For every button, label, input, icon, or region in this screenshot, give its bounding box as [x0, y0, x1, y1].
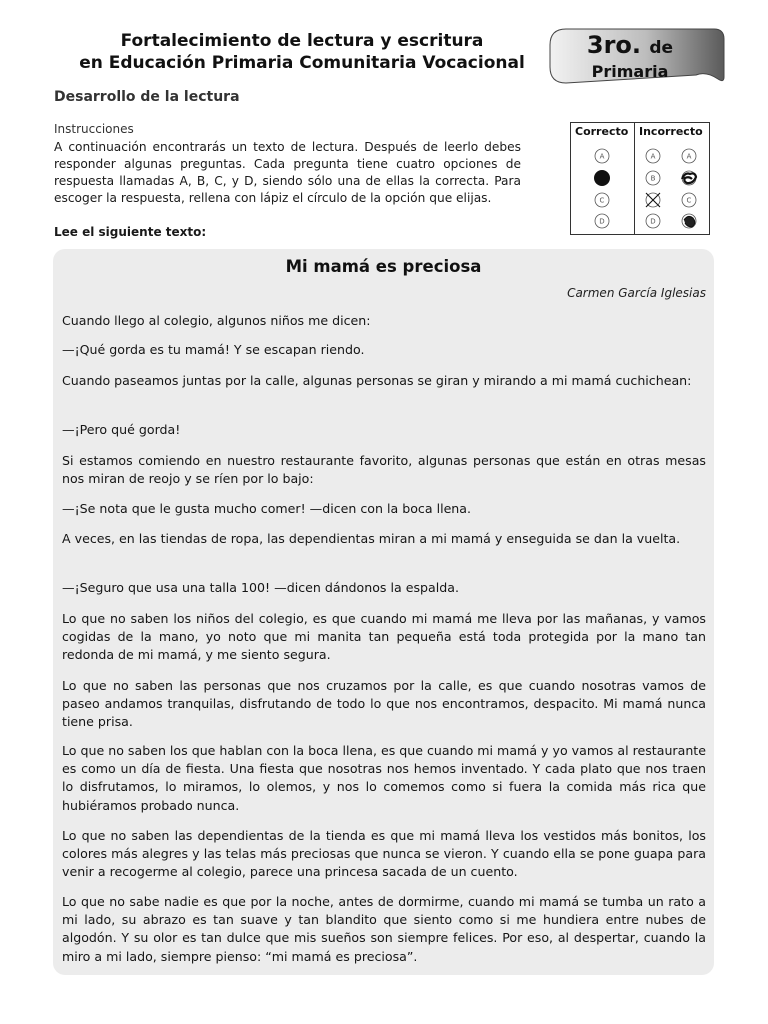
document-title — [52, 30, 552, 74]
answer-bubbles — [571, 123, 711, 236]
correct-bubble-b-filled — [594, 170, 610, 186]
paragraph-5: Si estamos comiendo en nuestro restaurante favorito, algunas personas que están en otras mesas nos miran de reojo y se ríen por lo bajo: — [62, 453, 706, 487]
paragraph-12: Lo que no saben las dependientas de la tienda es que mi mamá lleva los vestidos más bonitos, los colores más alegres y las telas más preciosas que nunca se vieron. Y cuando ella se pone guapa para venir a recogerme al colegio, parece una princesa sacada de un cuento. — [62, 828, 706, 880]
level-label: Primaria — [591, 62, 669, 81]
incorrect1-bubble-d — [646, 214, 660, 228]
instructions-label: Instrucciones — [54, 122, 134, 136]
grade-badge-text — [560, 30, 700, 81]
document-title-line-1: Fortalecimiento de lectura y escritura — [120, 31, 484, 51]
svg-text:A: A — [599, 152, 605, 161]
correct-bubble-a — [595, 149, 609, 163]
correct-header: Correcto — [575, 125, 629, 138]
reading-title: Mi mamá es preciosa — [285, 257, 482, 276]
incorrect2-bubble-a — [682, 149, 696, 163]
read-prompt: Lee el siguiente texto: — [54, 225, 207, 239]
paragraph-6: —¡Se nota que le gusta mucho comer! —dicen con la boca llena. — [62, 501, 472, 516]
instructions-text: A continuación encontrarás un texto de lectura. Después de leerlo debes responder algunas preguntas. Cada pregunta tiene cuatro opciones de respuesta llamadas A, B, C, y D, siendo sólo una de ellas la correcta. Para escoger la respuesta, rellena con lápiz el círculo de la opción que elijas. — [54, 140, 521, 205]
svg-text:A: A — [650, 152, 656, 161]
svg-text:C: C — [599, 196, 605, 205]
answer-example-box — [570, 122, 710, 235]
svg-text:D: D — [650, 217, 656, 226]
section-title: Desarrollo de la lectura — [54, 89, 240, 105]
grade-label: 3ro. de — [586, 31, 674, 59]
document-title-line-2: en Educación Primaria Comunitaria Vocacional — [79, 53, 525, 73]
svg-text:C: C — [686, 196, 692, 205]
paragraph-4: —¡Pero qué gorda! — [62, 422, 181, 437]
incorrect2-bubble-b-scribbled — [682, 171, 696, 185]
paragraph-10: Lo que no saben las personas que nos cruzamos por la calle, es que cuando nosotras vamos de paseo andamos tranquilas, disfrutando de todo lo que nos encontramos, despacito. Mi mamá nunca tiene prisa. — [62, 678, 706, 730]
incorrect2-bubble-c — [682, 193, 696, 207]
incorrect1-bubble-a — [646, 149, 660, 163]
paragraph-9: Lo que no saben los niños del colegio, es que cuando mi mamá me lleva por las mañanas, y vamos cogidas de la mano, yo noto que mi manita tan pequeña está toda protegida por la mano tan redonda de mi mamá, y me siento segura. — [62, 611, 706, 663]
svg-text:B: B — [650, 174, 656, 183]
incorrect2-bubble-d-partial — [682, 214, 696, 228]
svg-text:D: D — [599, 217, 605, 226]
reading-author: Carmen García Iglesias — [567, 286, 706, 300]
paragraph-2: —¡Qué gorda es tu mamá! Y se escapan riendo. — [62, 342, 365, 357]
paragraph-8: —¡Seguro que usa una talla 100! —dicen dándonos la espalda. — [62, 580, 459, 595]
paragraph-11: Lo que no saben los que hablan con la boca llena, es que cuando mi mamá y yo vamos al restaurante es como un día de fiesta. Una fiesta que nosotras nos hemos inventado. Y cada plato que nos traen lo disfrutamos, lo miramos, lo olemos, y nos lo comemos como si fuera la comida más rica que hubiéramos probado nunca. — [62, 743, 706, 813]
paragraph-1: Cuando llego al colegio, algunos niños me dicen: — [62, 313, 371, 328]
correct-bubble-c — [595, 193, 609, 207]
svg-text:A: A — [686, 152, 692, 161]
incorrect1-bubble-b — [646, 171, 660, 185]
correct-bubble-d — [595, 214, 609, 228]
paragraph-3: Cuando paseamos juntas por la calle, algunas personas se giran y mirando a mi mamá cuchichean: — [62, 373, 692, 388]
paragraph-7: A veces, en las tiendas de ropa, las dependientas miran a mi mamá y enseguida se dan la vuelta. — [62, 531, 681, 546]
incorrect-header: Incorrecto — [639, 125, 703, 138]
incorrect1-bubble-c-crossed — [646, 193, 660, 207]
paragraph-13: Lo que no sabe nadie es que por la noche, antes de dormirme, cuando mi mamá se tumba un rato a mi lado, su abrazo es tan suave y tan blandito que siento como si me hundiera entre nubes de algodón. Y su olor es tan dulce que mis sueños son siempre felices. Por eso, al despertar, cuando la miro a mi lado, siempre pienso: “mi mamá es preciosa”. — [62, 894, 706, 964]
